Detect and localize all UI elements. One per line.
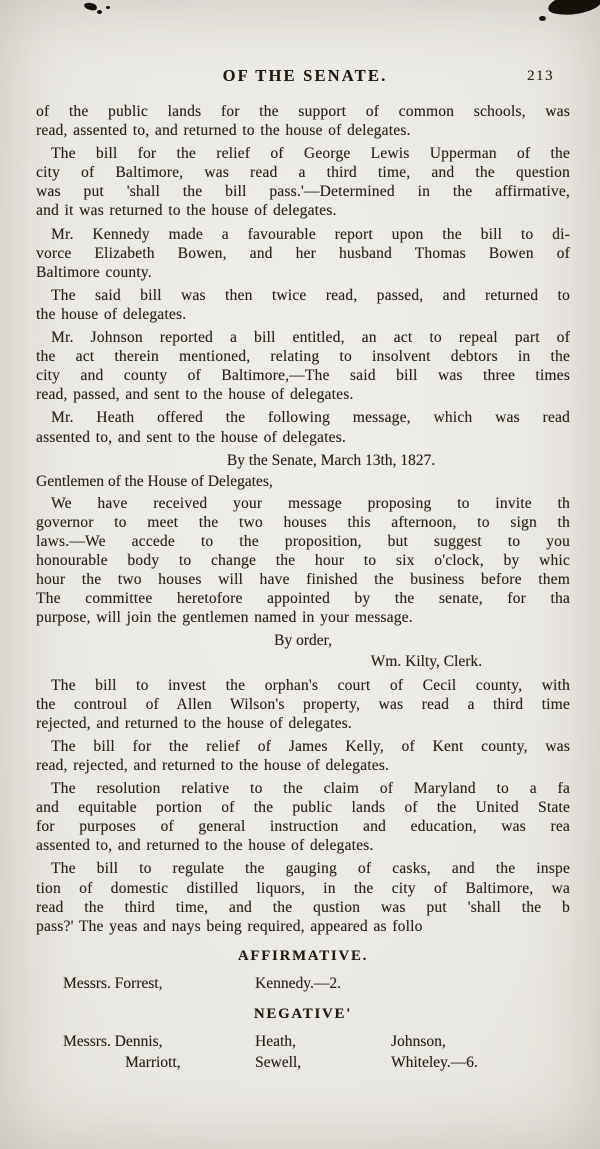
text-line: assented to, and returned to the house of delegates. [36,837,374,855]
paragraph-2 [36,144,570,220]
paragraph-5 [36,328,570,404]
text-line: honourable body to change the hour to six o'clock, by whic [36,552,570,570]
paragraph-6 [36,408,570,446]
text-line: city and county of Baltimore,—The said bill was three times [36,367,570,385]
text-line: read, assented to, and returned to the house of delegates. [36,122,411,140]
text-line: Mr. Heath offered the following message, which was read [51,409,570,427]
paragraph-8 [36,676,570,733]
paragraph-4 [36,286,570,324]
paragraph-7 [36,494,570,628]
vote-cell: Messrs. Dennis, [63,1033,163,1051]
page-header [36,66,574,88]
text-line: the controul of Allen Wilson's property, was read a third time [36,695,570,713]
clerk-signature: Wm. Kilty, Clerk. [370,652,482,670]
vote-cell: Messrs. Forrest, [63,974,163,992]
text-line: pass?' The yeas and nays being required, appeared as follo [36,917,423,935]
text-line: rejected, and returned to the house of delegates. [36,714,352,732]
text-line: of the public lands for the support of common schools, was [36,103,570,120]
text-line: read, rejected, and returned to the house of delegates. [36,757,390,774]
scan-artifact [539,16,546,21]
text-line: The bill for the relief of George Lewis Upperman of the [51,145,570,163]
text-line: read, passed, and sent to the house of delegates. [36,386,354,404]
text-line: laws.—We accede to the proposition, but suggest to you [36,532,570,550]
page-body [36,102,570,1073]
text-line: vorce Elizabeth Bowen, and her husband Thomas Bowen of [36,244,570,262]
text-line: and equitable portion of the public lands of the United State [36,799,570,817]
paragraph-11 [36,859,570,935]
message-dateline: By the Senate, March 13th, 1827. [226,451,436,469]
text-line: for purposes of general instruction and education, was rea [36,818,570,836]
vote-cell: Heath, [255,1033,296,1051]
text-line: tion of domestic distilled liquors, in the city of Baltimore, wa [36,879,570,897]
vote-cell: Whiteley.—6. [391,1053,478,1071]
scan-artifact [83,2,97,12]
text-line: Mr. Johnson reported a bill entitled, an act to repeal part of [51,329,570,347]
paragraph-3 [36,225,570,282]
text-line: The resolution relative to the claim of Maryland to a fa [51,780,570,798]
scan-artifact [97,10,102,14]
text-line: city of Baltimore, was read a third time, and the question [36,164,570,182]
vote-row-negative-2 [36,1053,570,1074]
paragraph-1 [36,102,570,140]
text-line: was put 'shall the bill pass.'—Determined in the affirmative, [36,183,570,201]
vote-row-affirmative [36,974,570,995]
message-salutation: Gentlemen of the House of Delegates, [36,472,273,490]
by-order-line: By order, [274,632,332,650]
text-line: purpose, will join the gentlemen named in your message. [36,609,413,627]
vote-row-negative-1 [36,1032,570,1053]
vote-cell [391,974,570,995]
vote-cell: Kennedy.—2. [255,974,341,992]
text-line: read the third time, and the qustion was put 'shall the b [36,898,570,916]
vote-heading-affirmative: AFFIRMATIVE. [237,947,369,964]
text-line: The bill to invest the orphan's court of Cecil county, with [51,676,570,694]
text-line: hour the two houses will have finished the business before them [36,571,570,589]
vote-cell: Sewell, [255,1053,302,1071]
page-number: 213 [527,68,554,84]
text-line: Baltimore county. [36,263,152,281]
text-line: Mr. Kennedy made a favourable report upon the bill to di- [51,225,570,243]
text-line: governor to meet the two houses this afternoon, to sign th [36,513,570,531]
vote-heading-negative: NEGATIVE' [253,1006,353,1023]
running-title: OF THE SENATE. [222,66,388,85]
text-line: The bill to regulate the gauging of casks, and the inspe [51,860,570,878]
text-line: The committee heretofore appointed by the senate, for tha [36,590,570,608]
text-line: The said bill was then twice read, passed, and returned to [51,286,570,304]
text-line: We have received your message proposing to invite th [51,494,570,512]
text-line: and it was returned to the house of delegates. [36,202,337,220]
vote-cell: Johnson, [391,1033,446,1051]
text-line: The bill for the relief of James Kelly, of Kent county, was [51,737,570,755]
scan-artifact [547,0,600,17]
vote-cell: Marriott, [125,1053,181,1071]
text-line: the act therein mentioned, relating to insolvent debtors in the [36,348,570,366]
paragraph-9 [36,737,570,775]
scan-artifact [106,6,110,9]
text-line: assented to, and sent to the house of delegates. [36,428,346,446]
text-line: the house of delegates. [36,305,187,323]
paragraph-10 [36,779,570,855]
